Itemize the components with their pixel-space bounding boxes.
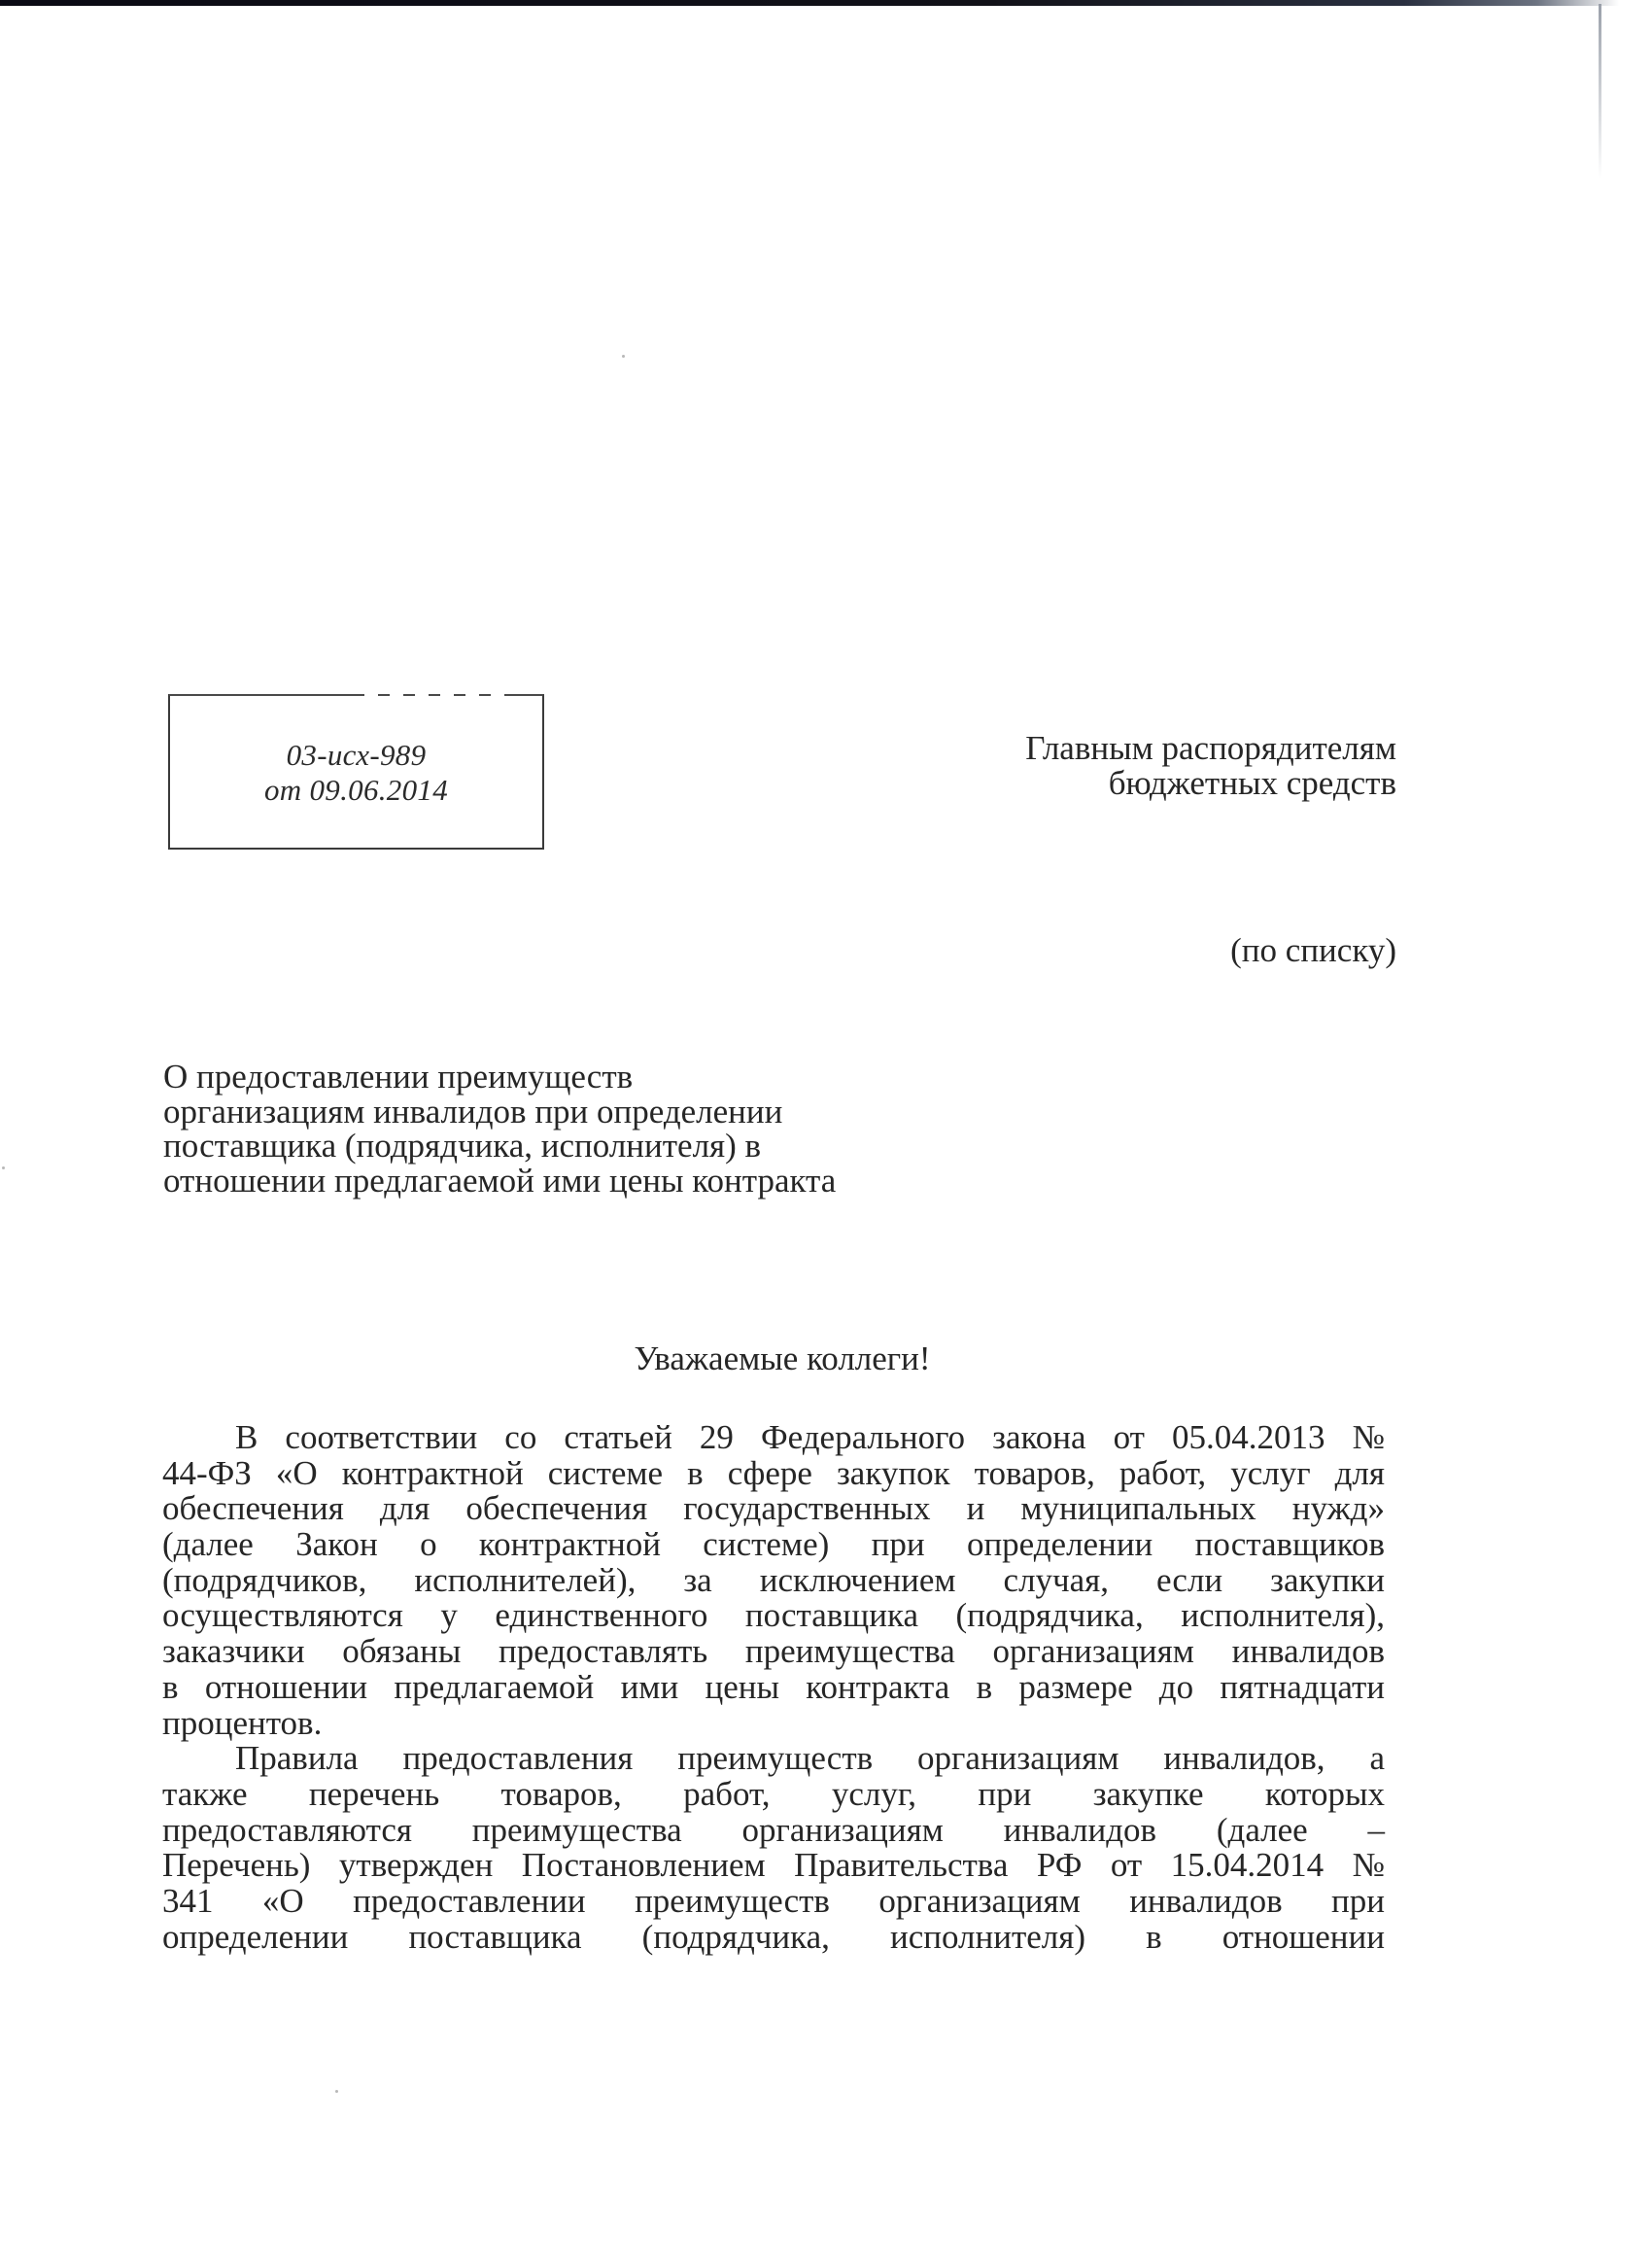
body-line: осуществляются у единственного поставщика (подрядчика, исполнителя), bbox=[162, 1596, 1385, 1635]
body-line: заказчики обязаны предоставлять преимущества организациям инвалидов bbox=[162, 1632, 1385, 1671]
body-line: также перечень товаров, работ, услуг, при закупке которых bbox=[162, 1774, 1385, 1813]
outgoing-date: от 09.06.2014 bbox=[263, 773, 449, 807]
salutation: Уважаемые коллеги! bbox=[634, 1339, 931, 1377]
scan-top-edge bbox=[0, 0, 1652, 6]
body-line: в отношении предлагаемой ими цены контракта в размере до пятнадцати bbox=[162, 1667, 1385, 1706]
subject-line: поставщика (подрядчика, исполнителя) в bbox=[163, 1127, 762, 1165]
stamp-border-break bbox=[364, 693, 510, 697]
letter-body bbox=[162, 1420, 1385, 1955]
body-line: В соответствии со статьей 29 Федерального закона от 05.04.2013 № bbox=[235, 1418, 1385, 1456]
body-line: 341 «О предоставлении преимуществ организациям инвалидов при bbox=[162, 1881, 1385, 1920]
body-line: определении поставщика (подрядчика, исполнителя) в отношении bbox=[162, 1917, 1385, 1956]
scan-speck bbox=[622, 355, 625, 358]
body-paragraph bbox=[162, 1420, 1385, 1741]
body-line: предоставляются преимущества организациям инвалидов (далее – bbox=[162, 1810, 1385, 1849]
addressee-note: (по списку) bbox=[1230, 931, 1396, 969]
scan-speck bbox=[335, 2090, 338, 2093]
body-line: (подрядчиков, исполнителей), за исключением случая, если закупки bbox=[162, 1560, 1385, 1599]
body-line: Правила предоставления преимуществ организациям инвалидов, а bbox=[235, 1739, 1385, 1778]
subject-line: организациям инвалидов при определении bbox=[163, 1092, 783, 1130]
subject-line: О предоставлении преимуществ bbox=[163, 1058, 634, 1096]
letter-subject bbox=[163, 1060, 836, 1198]
body-line: обеспечения для обеспечения государственных и муниципальных нужд» bbox=[162, 1489, 1385, 1528]
outgoing-number: 03-исх-989 bbox=[286, 738, 427, 772]
addressee-line: Главным распорядителям bbox=[1025, 729, 1396, 767]
body-line: (далее Закон о контрактной системе) при определении поставщиков bbox=[162, 1525, 1385, 1564]
body-paragraph bbox=[162, 1741, 1385, 1955]
addressee-line: бюджетных средств bbox=[1108, 764, 1396, 802]
body-line: 44-ФЗ «О контрактной системе в сфере закупок товаров, работ, услуг для bbox=[162, 1453, 1385, 1492]
addressee-block bbox=[1025, 731, 1396, 801]
scan-speck bbox=[2, 1166, 5, 1169]
registration-stamp bbox=[168, 694, 544, 850]
scan-right-edge-shadow bbox=[1599, 4, 1601, 179]
body-line: процентов. bbox=[162, 1703, 323, 1742]
subject-line: отношении предлагаемой ими цены контракта bbox=[163, 1161, 837, 1200]
body-line: Перечень) утвержден Постановлением Правительства РФ от 15.04.2014 № bbox=[162, 1846, 1385, 1885]
